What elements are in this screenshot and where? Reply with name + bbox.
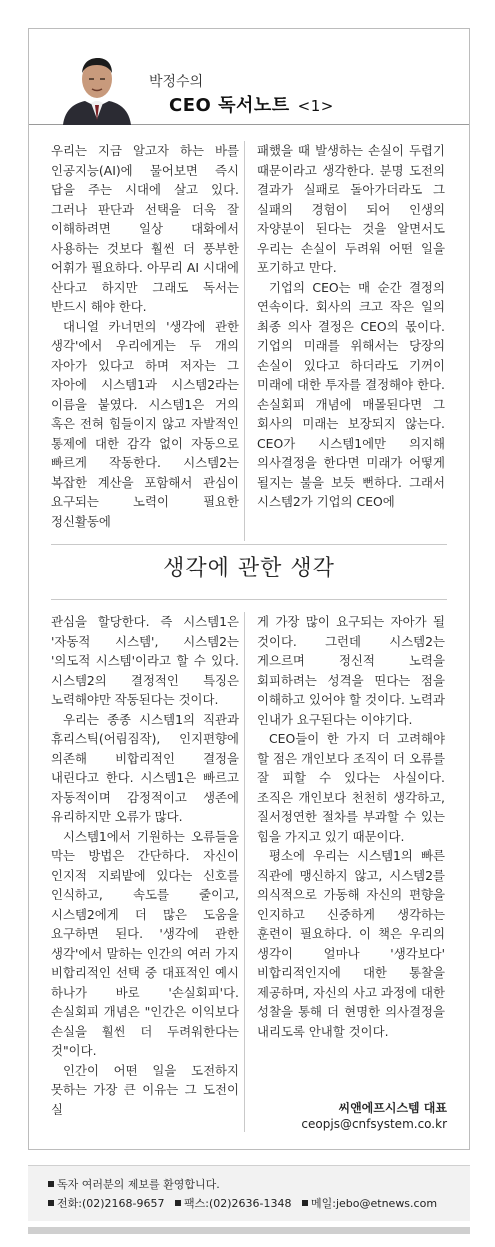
- author-portrait-icon: [61, 51, 133, 125]
- paragraph: 패했을 때 발생하는 손실이 두렵기 때문이라고 생각한다. 분명 도전의 결과가 실패로 돌아가더라도 그 실패의 경험이 되어 인생의 자양분이 된다는 것을 알면서도 우리는 손실이 두려워 어떤 일을 포기하고 만다.: [257, 143, 445, 275]
- article-column-1: [51, 141, 239, 531]
- paragraph: 우리는 종종 시스템1의 직관과 휴리스틱(어림짐작), 인지편향에 의존해 비합리적인 결정을 내린다고 한다. 시스템1은 빠르고 자동적이며 감정적이고 생존에 유리하지만 오류가 많다.: [51, 711, 239, 824]
- footer-mail: 메일:jebo@etnews.com: [311, 1197, 438, 1210]
- headline-bottom-rule: [51, 599, 447, 600]
- paragraph: 인간이 어떤 일을 도전하지 못하는 가장 큰 이유는 그 도전이 실: [51, 1062, 239, 1117]
- bullet-square-icon: [302, 1200, 308, 1206]
- paragraph: 게 가장 많이 요구되는 자아가 될 것이다. 그런데 시스템2는 게으르며 정신적 노력을 회피하려는 성격을 띤다는 점을 이해하고 있어야 할 것이다. 노력과 인내가 요구된다는 이야기다.: [257, 614, 445, 727]
- author-photo: [61, 51, 133, 125]
- column-title: [169, 91, 334, 117]
- bullet-square-icon: [48, 1181, 54, 1187]
- footer-notice-text: 독자 여러분의 제보를 환영합니다.: [57, 1178, 220, 1191]
- headline-top-rule: [51, 544, 447, 545]
- column-header: [29, 29, 469, 125]
- paragraph: 대니얼 카너먼의 '생각에 관한 생각'에서 우리에게는 두 개의 자아가 있다고 하며 저자는 그 자아에 시스템1과 시스템2라는 이름을 붙였다. 시스템1은 거의 혹은 전혀 힘들이지 않고 자발적인 통제에 대한 감각 없이 자동으로 빠르게 작동한다. 시스템2는 복잡한 계산을 포함해서 관심이 요구되는 노력이 필요한 정신활동에: [51, 318, 239, 529]
- page-bottom-bar: [28, 1227, 470, 1234]
- footer-notice: [48, 1176, 220, 1192]
- article-column-2: [257, 141, 445, 512]
- footer-phone: 전화:(02)2168-9657: [57, 1197, 165, 1210]
- column-series-label: 박정수의: [149, 74, 204, 90]
- reader-tip-footer: [28, 1165, 470, 1221]
- paragraph: 우리는 지금 알고자 하는 바를 인공지능(AI)에 물어보면 즉시 답을 주는 시대에 살고 있다. 그러나 판단과 선택을 더욱 잘 이해하려면 일상 대화에서 사용하는 것보다 훨씬 더 풍부한 어휘가 필요하다. 아무리 AI 시대에 산다고 하지만 그래도 독서는 반드시 해야 한다.: [51, 143, 239, 314]
- column-frame: [28, 28, 470, 1150]
- author-email: ceopjs@cnfsystem.co.kr: [301, 1117, 447, 1131]
- article-column-3: [51, 612, 239, 1119]
- paragraph: 기업의 CEO는 매 순간 결정의 연속이다. 회사의 크고 작은 일의 최종 의사 결정은 CEO의 몫이다. 기업의 미래를 위해서는 당장의 손실이 있다고 하더라도 기꺼이 미래에 대한 투자를 결정해야 한다. 손실회피 개념에 매몰된다면 그 회사의 미래는 보장되지 않는다. CEO가 시스템1에만 의지해 의사결정을 한다면 미래가 어떻게 될지는 불을 보듯 뻔하다. 그래서 시스템2가 기업의 CEO에: [257, 279, 445, 509]
- bullet-square-icon: [48, 1200, 54, 1206]
- paragraph: 관심을 할당한다. 즉 시스템1은 '자동적 시스템', 시스템2는 '의도적 시스템'이라고 할 수 있다. 시스템2의 결정적인 특징은 노력해야만 작동된다는 것이다.: [51, 614, 239, 707]
- paragraph: 시스템1에서 기원하는 오류들을 막는 방법은 간단하다. 자신이 인지적 지뢰밭에 있다는 신호를 인식하고, 속도를 줄이고, 시스템2에게 더 많은 도움을 요구하면 된다. '생각에 관한 생각'에서 말하는 인간의 여러 가지 비합리적인 선택 중 대표적인 예시 하나가 바로 '손실회피'다. 손실회피 개념은 "인간은 이익보다 손실을 훨씬 더 두려워한다는 것"이다.: [51, 828, 239, 1058]
- column-divider: [244, 612, 245, 1132]
- column-issue-number: <1>: [297, 97, 334, 115]
- author-affiliation: 씨앤에프시스템 대표: [338, 1101, 447, 1115]
- footer-contacts: [48, 1195, 437, 1211]
- article-headline: 생각에 관한 생각: [163, 556, 335, 581]
- footer-fax: 팩스:(02)2636-1348: [184, 1197, 292, 1210]
- column-title-text: CEO 독서노트: [169, 95, 290, 116]
- paragraph: 평소에 우리는 시스템1의 빠른 직관에 맹신하지 않고, 시스템2를 의식적으로 가동해 자신의 편향을 인지하고 신중하게 생각하는 훈련이 필요하다. 이 책은 우리의 생각이 얼마나 '생각보다' 비합리적인지에 대한 통찰을 제공하며, 자신의 사고 과정에 대한 성찰을 통해 더 현명한 의사결정을 내리도록 안내할 것이다.: [257, 848, 445, 1039]
- column-divider: [244, 141, 245, 541]
- article-column-4: [257, 612, 445, 1041]
- bullet-square-icon: [175, 1200, 181, 1206]
- paragraph: CEO들이 한 가지 더 고려해야 할 점은 개인보다 조직이 더 오류를 잘 피할 수 있다는 사실이다. 조직은 개인보다 천천히 생각하고, 질서정연한 절차를 부과할 수 있는 힘을 가지고 있기 때문이다.: [257, 731, 445, 844]
